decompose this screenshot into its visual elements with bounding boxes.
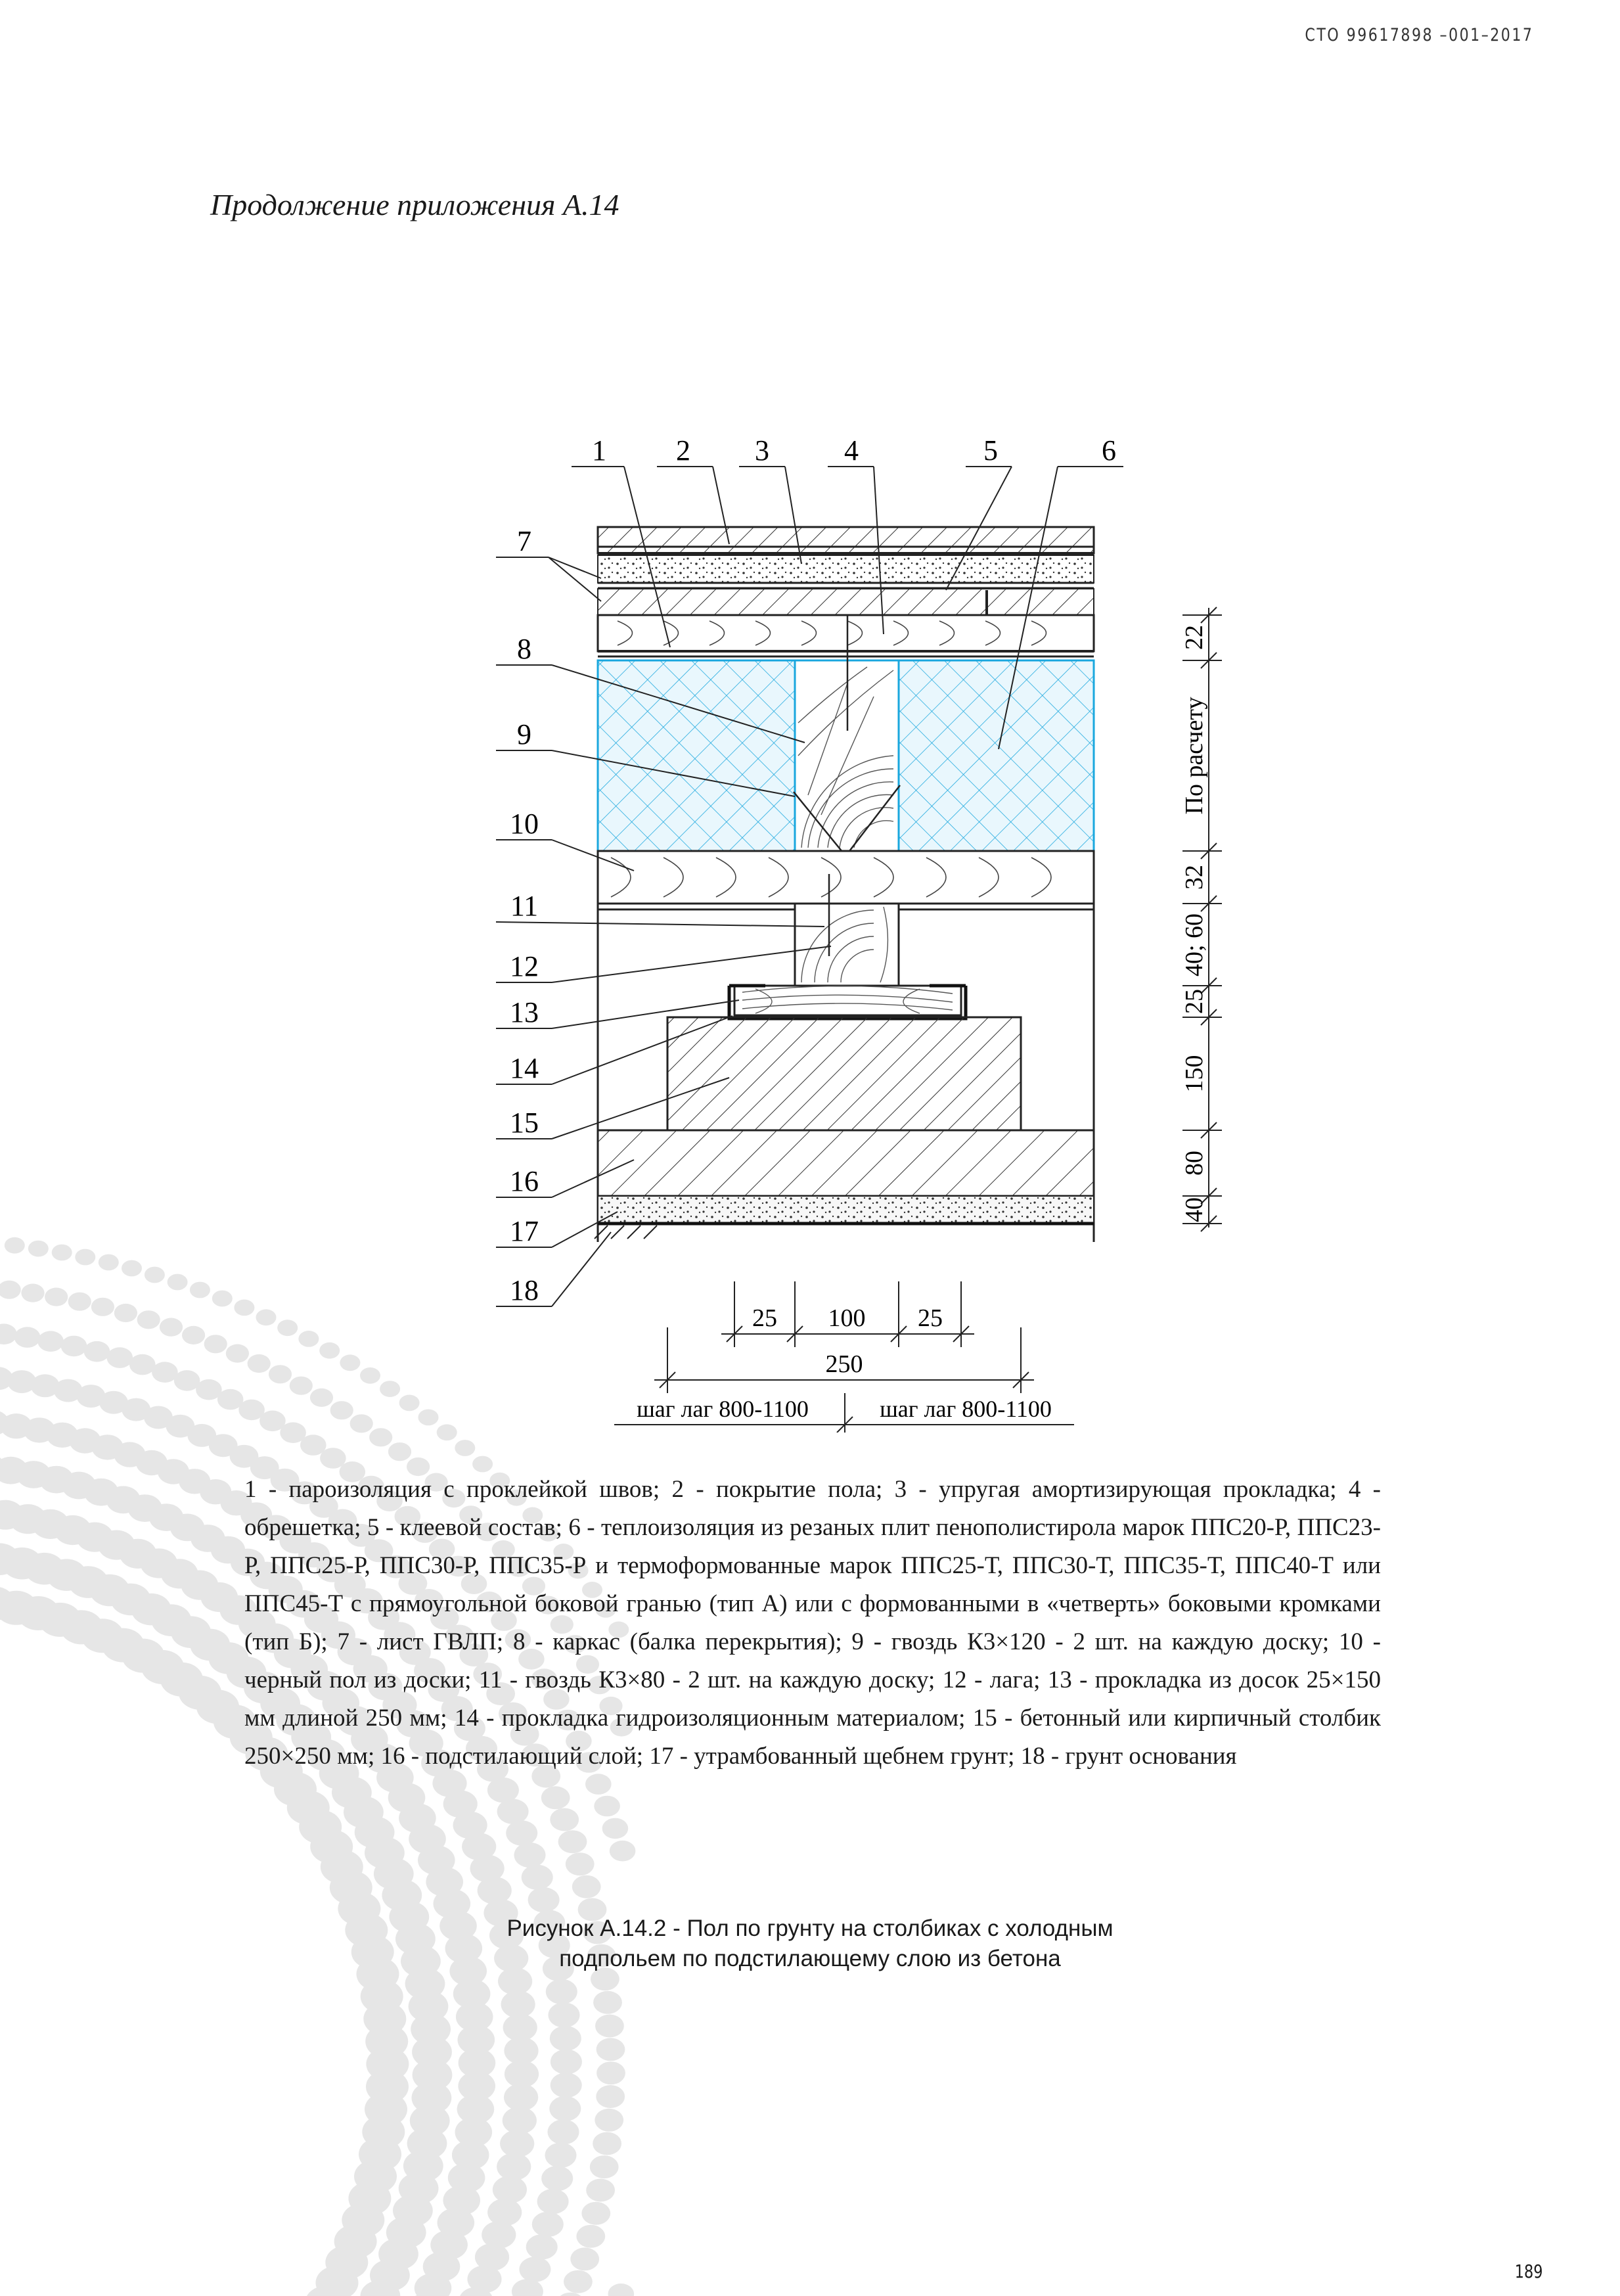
background-dot xyxy=(558,1830,587,1853)
background-dot xyxy=(84,1341,110,1362)
background-dot xyxy=(129,1354,156,1375)
background-dot xyxy=(528,1887,560,1912)
background-dot xyxy=(497,1799,529,1824)
background-dot xyxy=(204,1335,227,1353)
dim-by-calculation: По расчету xyxy=(1181,697,1208,815)
background-dot xyxy=(360,1367,380,1384)
background-dot xyxy=(256,1309,277,1325)
background-dot xyxy=(107,1347,133,1368)
background-dot xyxy=(549,2002,580,2027)
background-dot xyxy=(551,2073,582,2098)
background-dot xyxy=(182,1326,205,1344)
background-dot xyxy=(570,2247,599,2270)
background-dot xyxy=(593,1991,622,2014)
background-dot xyxy=(330,1401,353,1419)
background-dot xyxy=(545,2143,577,2168)
background-dot xyxy=(590,2155,619,2178)
dim-80: 80 xyxy=(1181,1151,1208,1176)
background-dot xyxy=(418,1410,439,1426)
caption-line-1: Рисунок А.14.2 - Пол по грунту на столбиках с холодным xyxy=(506,1916,1114,1941)
label-6: 6 xyxy=(1102,434,1116,467)
background-dot xyxy=(399,1395,420,1412)
background-dot xyxy=(21,1284,44,1302)
background-dot xyxy=(610,1841,636,1862)
background-dot xyxy=(380,1381,400,1397)
background-dot xyxy=(0,1323,17,1344)
background-dot xyxy=(0,1281,21,1299)
background-dot xyxy=(581,2202,610,2225)
background-dot xyxy=(514,1843,546,1868)
background-dot xyxy=(455,1440,475,1456)
background-dot xyxy=(340,1354,360,1371)
background-dot xyxy=(585,1774,612,1795)
background-dot xyxy=(234,1300,254,1316)
background-dot xyxy=(602,1818,629,1839)
dim-25: 25 xyxy=(1181,989,1208,1014)
ground-base xyxy=(595,1226,657,1239)
label-13: 13 xyxy=(510,996,539,1028)
background-dot xyxy=(212,1291,233,1307)
label-14: 14 xyxy=(510,1052,539,1084)
label-7: 7 xyxy=(517,525,531,557)
background-dot xyxy=(45,1288,68,1306)
label-15: 15 xyxy=(510,1107,539,1139)
floor-section-drawing xyxy=(460,414,1242,1433)
background-dot xyxy=(290,1377,313,1395)
background-dot xyxy=(319,1343,340,1359)
floor-covering xyxy=(598,527,1094,553)
background-dot xyxy=(137,1310,160,1329)
background-dot xyxy=(546,1979,577,2004)
background-dot xyxy=(487,2199,522,2226)
dim-22: 22 xyxy=(1181,625,1208,650)
label-12: 12 xyxy=(510,950,539,982)
background-dot xyxy=(37,1331,64,1352)
background-dot xyxy=(75,1249,95,1266)
background-dot xyxy=(596,2061,625,2084)
background-dot xyxy=(28,1241,49,1257)
background-dot xyxy=(541,1786,570,1809)
label-17: 17 xyxy=(510,1215,539,1247)
background-dot xyxy=(168,1274,188,1291)
label-5: 5 xyxy=(983,434,998,467)
background-dot xyxy=(91,1298,114,1316)
background-dot xyxy=(369,1428,392,1446)
caption-line-2: подпольем по подстилающему слою из бетона xyxy=(559,1946,1061,1971)
background-dot xyxy=(595,2109,623,2132)
label-2: 2 xyxy=(676,434,690,467)
figure-caption xyxy=(0,1914,1620,1974)
label-9: 9 xyxy=(517,718,531,750)
concrete-post xyxy=(667,1017,1021,1130)
background-dot xyxy=(68,1293,91,1311)
background-dot xyxy=(548,2119,579,2144)
label-8: 8 xyxy=(517,633,531,665)
background-dot xyxy=(506,1820,537,1845)
label-10: 10 xyxy=(510,808,539,840)
dim-32: 32 xyxy=(1181,865,1208,890)
background-dot xyxy=(310,1389,333,1407)
background-dot xyxy=(52,1245,72,1261)
background-dot xyxy=(532,2212,564,2237)
background-dot xyxy=(594,1796,620,1817)
label-18: 18 xyxy=(510,1274,539,1306)
board-pad xyxy=(734,986,961,1015)
background-dot xyxy=(550,1808,579,1831)
dim-bottom-25-right: 25 xyxy=(918,1304,943,1332)
label-4: 4 xyxy=(844,434,859,467)
background-dot xyxy=(537,2189,569,2214)
background-dot xyxy=(596,2038,625,2061)
background-dot xyxy=(248,1354,271,1373)
gvlp-sheets xyxy=(598,583,1094,615)
page-number: 189 xyxy=(1514,2261,1542,2282)
dim-40: 40 xyxy=(1181,1197,1208,1222)
background-dot xyxy=(472,1456,493,1473)
dim-bottom-100: 100 xyxy=(828,1304,866,1332)
background-dot xyxy=(61,1336,87,1357)
document-code: СТО 99617898 –001–2017 xyxy=(1304,25,1533,45)
underlayer-slab xyxy=(598,1130,1094,1196)
dim-bottom-250: 250 xyxy=(825,1350,863,1378)
background-dot xyxy=(595,2015,624,2038)
background-dot xyxy=(596,2085,625,2108)
background-dot xyxy=(350,1414,373,1433)
background-dot xyxy=(519,2257,551,2282)
background-dot xyxy=(522,1865,553,1890)
background-dot xyxy=(576,2225,605,2248)
compacted-gravel xyxy=(598,1196,1094,1224)
background-dot xyxy=(608,2284,635,2296)
background-dot xyxy=(388,1442,411,1461)
background-dot xyxy=(190,1282,210,1298)
background-dot xyxy=(566,1852,595,1875)
dim-bottom-25-left: 25 xyxy=(752,1304,777,1332)
background-dot xyxy=(277,1320,298,1336)
background-dot xyxy=(526,2234,558,2259)
background-dot xyxy=(160,1318,183,1337)
joist-pitch-left: шаг лаг 800-1100 xyxy=(637,1396,809,1422)
background-dot xyxy=(572,1875,601,1898)
joist-pitch-right: шаг лаг 800-1100 xyxy=(880,1396,1052,1422)
background-dot xyxy=(14,1327,41,1348)
background-dot xyxy=(5,1237,25,1254)
background-dot xyxy=(549,2096,581,2121)
label-3: 3 xyxy=(755,434,769,467)
background-dot xyxy=(550,2026,581,2051)
background-dot xyxy=(437,1424,457,1440)
figure-legend: 1 - пароизоляция с проклейкой швов; 2 - покрытие пола; 3 - упругая амортизирующая прокладка; 4 - обрешетка; 5 - клеевой состав; 6 - теплоизоляция из резаных плит пенополистирола марок ППС20-Р, ППС23-Р, ППС25-Р, ППС30-Р, ППС35-Р и термоформованные марок ППС25-Т, ППС30-Т, ППС35-Т, ППС40-Т или ППС45-Т с прямоугольной боковой гранью (тип А) или с формованными в «четверть» боковыми кромками (тип Б); 7 - лист ГВЛП; 8 - каркас (балка перекрытия); 9 - гвоздь К3×120 - 2 шт. на каждую доску; 10 - черный пол из доски; 11 - гвоздь К3×80 - 2 шт. на каждую доску; 12 - лага; 13 - прокладка из досок 25×150 мм длиной 250 мм; 14 - прокладка гидроизоляционным материалом; 15 - бетонный или кирпичный столбик 250×250 мм; 16 - подстилающий слой; 17 - утрамбованный щебнем грунт; 18 - грунт основания xyxy=(244,1476,1381,1770)
label-1: 1 xyxy=(592,434,606,467)
background-dot xyxy=(269,1365,292,1383)
dim-150: 150 xyxy=(1181,1055,1208,1093)
background-dot xyxy=(145,1267,165,1283)
background-dot xyxy=(541,2166,573,2191)
background-dot xyxy=(298,1331,319,1347)
background-dot xyxy=(122,1260,142,1277)
background-dot xyxy=(226,1344,249,1363)
background-dot xyxy=(586,2179,615,2202)
background-dot xyxy=(152,1362,178,1383)
dim-40-60: 40; 60 xyxy=(1181,913,1208,977)
elastic-underlay xyxy=(598,555,1094,583)
continuation-title: Продолжение приложения А.14 xyxy=(210,188,619,221)
background-dot xyxy=(551,2049,582,2074)
label-11: 11 xyxy=(510,890,539,922)
rough-floor-boards xyxy=(598,851,1094,904)
background-dot xyxy=(564,2270,593,2293)
label-16: 16 xyxy=(510,1165,539,1197)
background-dot xyxy=(114,1304,137,1322)
background-dot xyxy=(99,1254,119,1271)
background-dot xyxy=(593,2132,621,2155)
